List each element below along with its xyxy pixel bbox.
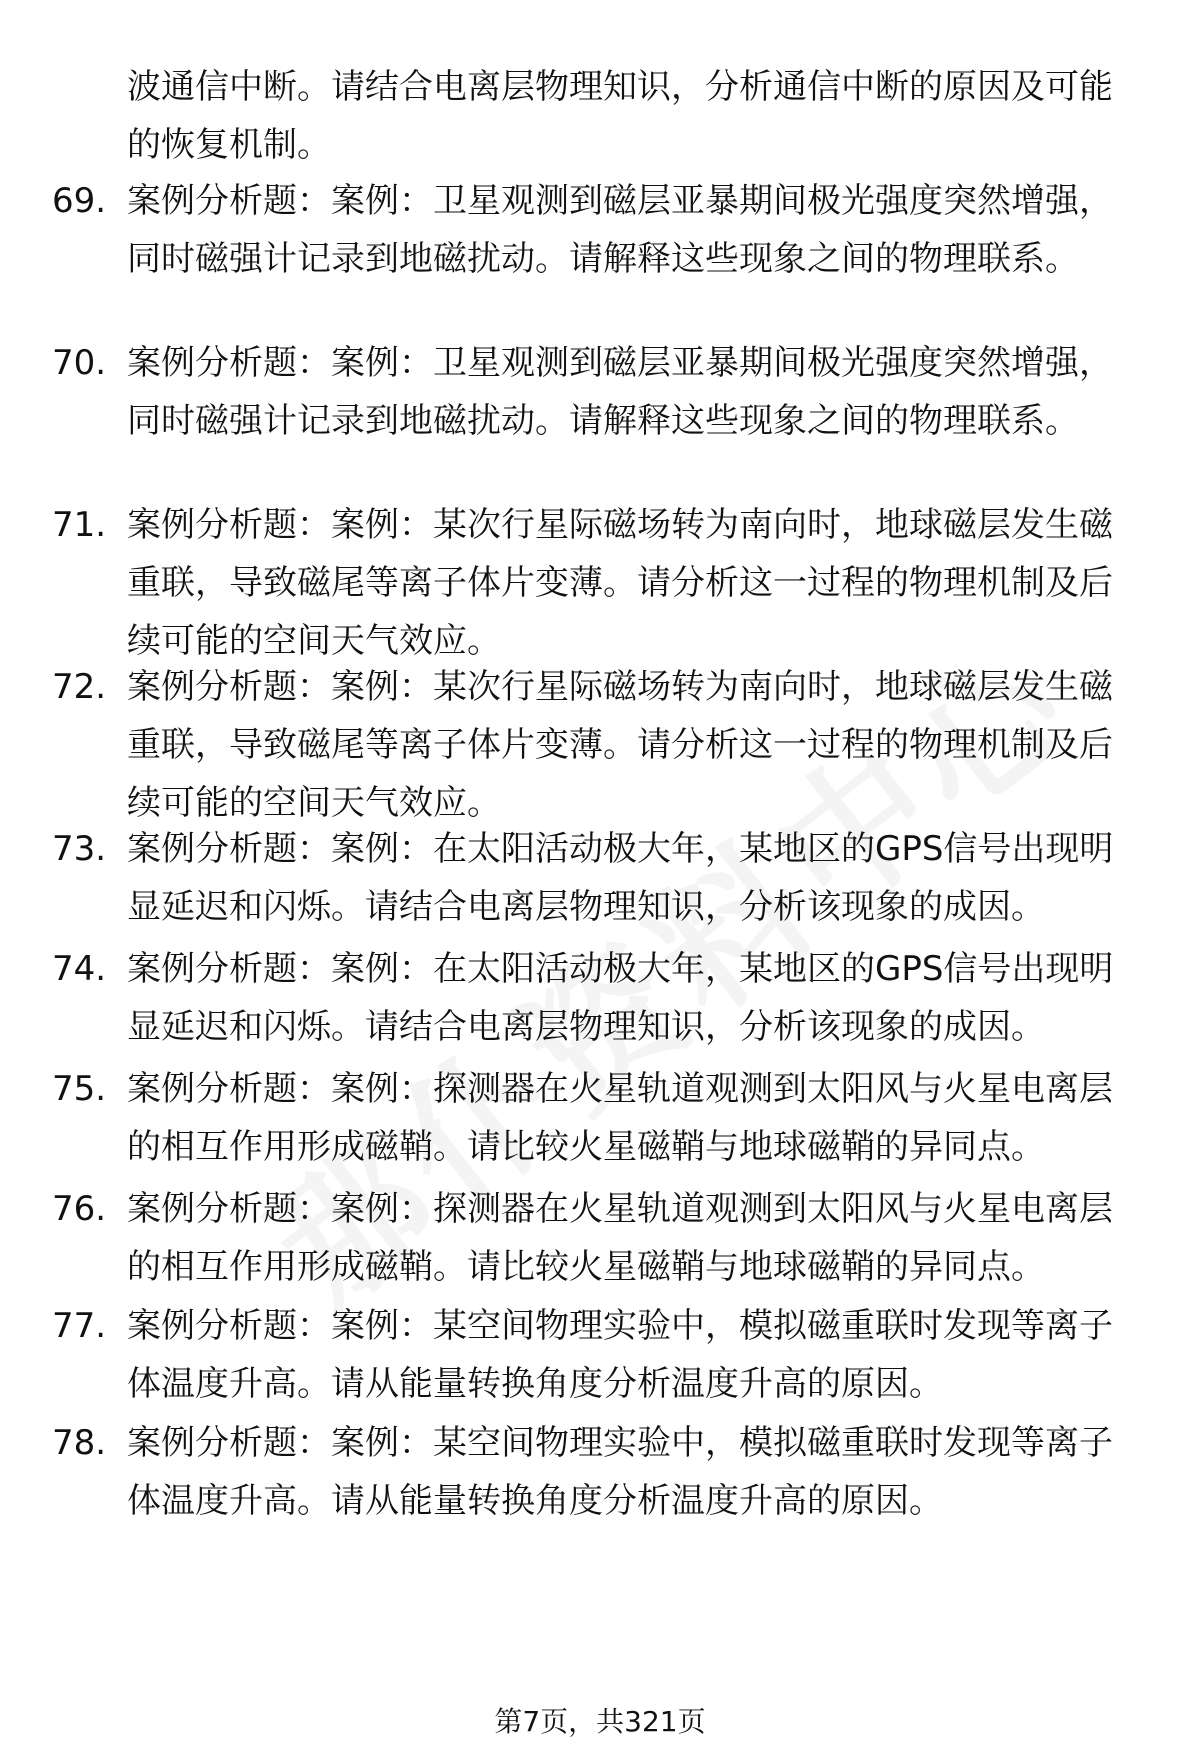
question-text: 案例分析题：案例：在太阳活动极大年，某地区的GPS信号出现明显延迟和闪烁。请结合电离层物理知识，分析该现象的成因。 bbox=[127, 949, 1114, 1047]
question-text: 案例分析题：案例：某空间物理实验中，模拟磁重联时发现等离子体温度升高。请从能量转换角度分析温度升高的原因。 bbox=[127, 1306, 1113, 1404]
question-number: 78. bbox=[52, 1423, 107, 1463]
question-number: 72. bbox=[52, 667, 107, 707]
question-text: 案例分析题：案例：卫星观测到磁层亚暴期间极光强度突然增强，同时磁强计记录到地磁扰动。请解释这些现象之间的物理联系。 bbox=[127, 181, 1113, 279]
question-text: 案例分析题：案例：探测器在火星轨道观测到太阳风与火星电离层的相互作用形成磁鞘。请比较火星磁鞘与地球磁鞘的异同点。 bbox=[127, 1069, 1113, 1167]
page-footer: 第7页，共321页 bbox=[494, 1705, 706, 1738]
question-number: 70. bbox=[52, 343, 107, 383]
question-number: 69. bbox=[52, 181, 107, 221]
previous-question-continuation: 波通信中断。请结合电离层物理知识，分析通信中断的原因及可能的恢复机制。 bbox=[127, 67, 1113, 165]
question-number: 77. bbox=[52, 1306, 107, 1346]
question-text: 案例分析题：案例：卫星观测到磁层亚暴期间极光强度突然增强，同时磁强计记录到地磁扰动。请解释这些现象之间的物理联系。 bbox=[127, 343, 1113, 441]
question-number: 73. bbox=[52, 829, 107, 869]
question-text: 案例分析题：案例：某次行星际磁场转为南向时，地球磁层发生磁重联，导致磁尾等离子体片变薄。请分析这一过程的物理机制及后续可能的空间天气效应。 bbox=[127, 667, 1113, 823]
question-number: 71. bbox=[52, 505, 107, 545]
question-text: 案例分析题：案例：某次行星际磁场转为南向时，地球磁层发生磁重联，导致磁尾等离子体片变薄。请分析这一过程的物理机制及后续可能的空间天气效应。 bbox=[127, 505, 1113, 661]
question-text: 案例分析题：案例：探测器在火星轨道观测到太阳风与火星电离层的相互作用形成磁鞘。请比较火星磁鞘与地球磁鞘的异同点。 bbox=[127, 1189, 1113, 1287]
question-number: 75. bbox=[52, 1069, 107, 1109]
question-number: 74. bbox=[52, 949, 107, 989]
question-number: 76. bbox=[52, 1189, 107, 1229]
question-text: 案例分析题：案例：某空间物理实验中，模拟磁重联时发现等离子体温度升高。请从能量转换角度分析温度升高的原因。 bbox=[127, 1423, 1113, 1521]
question-text: 案例分析题：案例：在太阳活动极大年，某地区的GPS信号出现明显延迟和闪烁。请结合电离层物理知识，分析该现象的成因。 bbox=[127, 829, 1114, 927]
